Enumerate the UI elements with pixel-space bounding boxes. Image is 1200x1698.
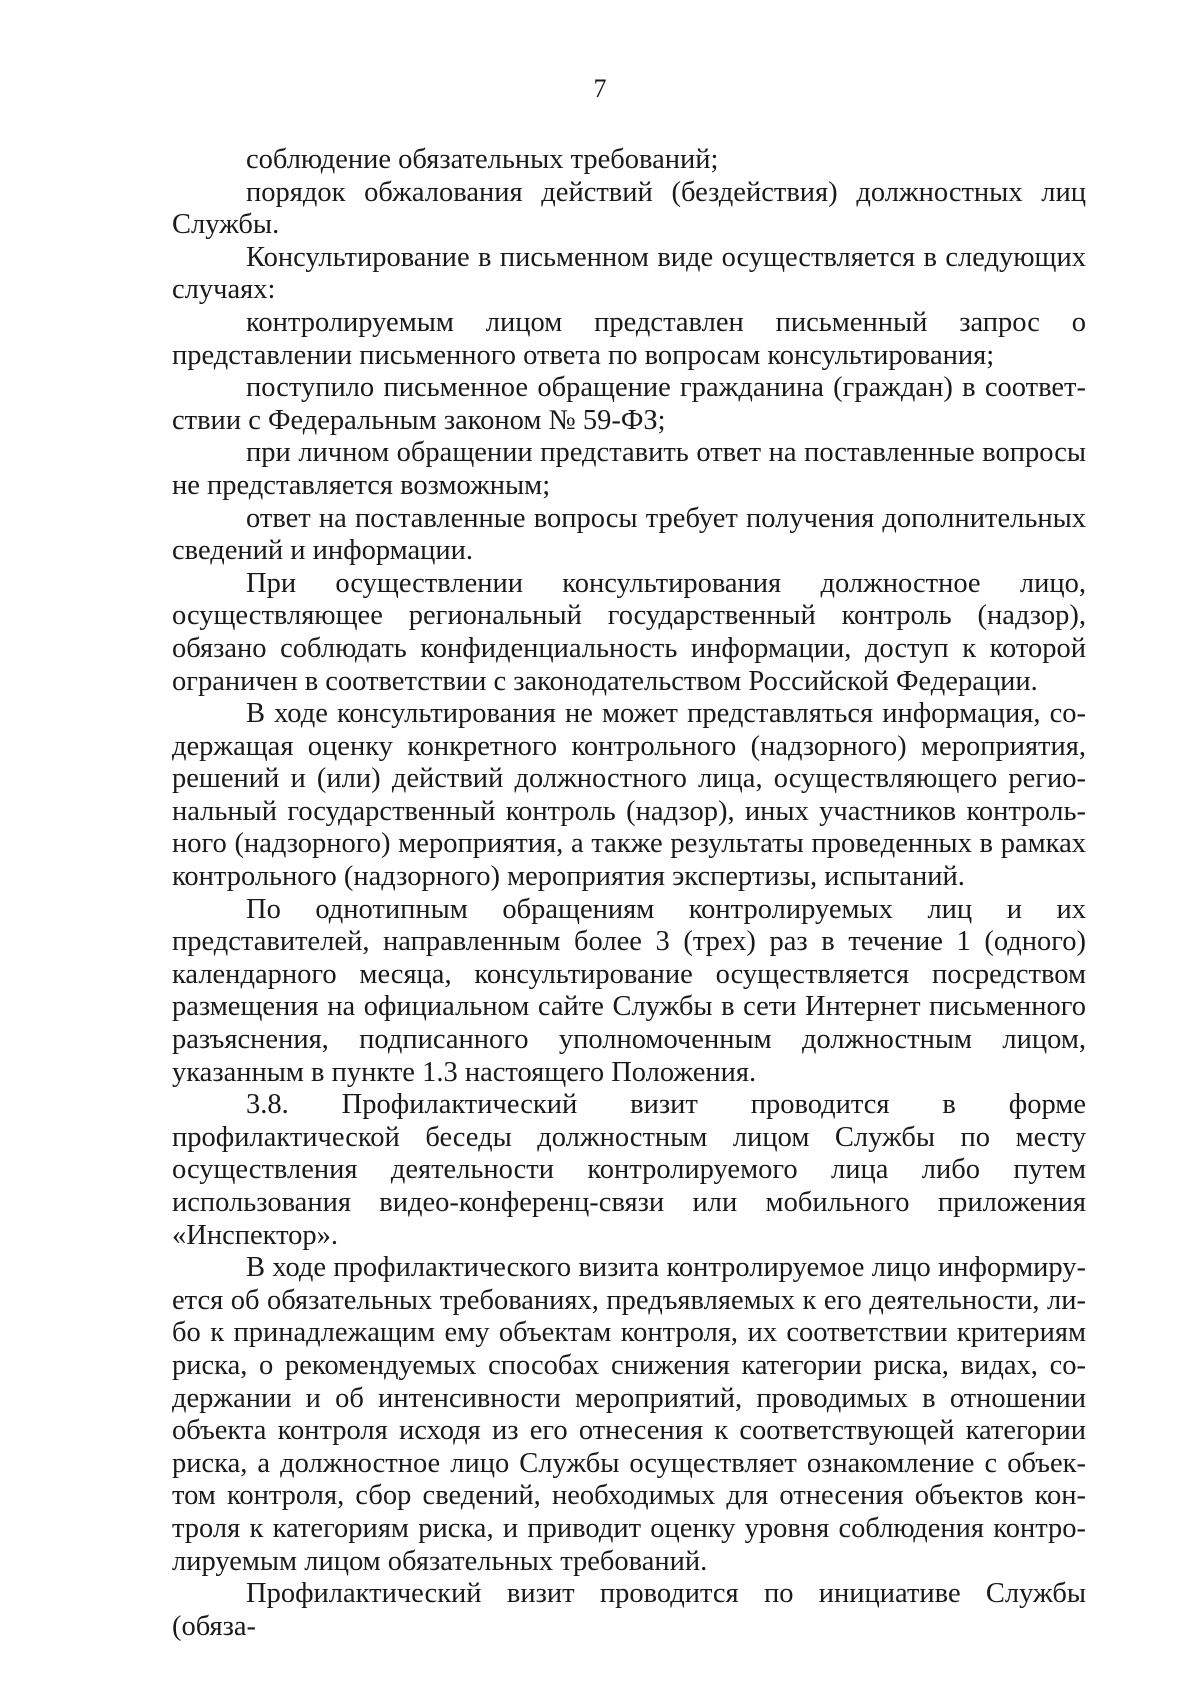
- paragraph: 3.8. Профилактический визит проводится в форме профилактической беседы должностным лицом Службы по месту осуществления деятельности контролируемого лица либо путем использования видео-конференц-связи или мобильного приложения «Инспектор».: [172, 1089, 1086, 1251]
- paragraph: соблюдение обязательных требований;: [246, 144, 719, 175]
- paragraph: В ходе профилактического визита контролируемое лицо информируется об обязательных требованиях, предъявляемых к его деятельности, либо к принадлежащим ему объектам контроля, их соответствии критериям риска, о рекомендуемых способах снижения категории риска, видах, содержании и об интенсивности мероприятий, проводимых в отношении объекта контроля исходя из его отнесения к соответствующей категории риска, а должностное лицо Службы осуществляет ознакомление с объектом контроля, сбор сведений, необходимых для отнесения объектов контроля к категориям риска, и приводит оценку уровня соблюдения контролируемым лицом обязательных требований.: [172, 1252, 1086, 1577]
- page-number: 7: [593, 74, 607, 103]
- paragraph: В ходе консультирования не может представляться информация, содержащая оценку конкретного контрольного (надзорного) мероприятия, решений и (или) действий должностного лица, осуществляющего региональный государственный контроль (надзор), иных участников контрольного (надзорного) мероприятия, а также результаты проведенных в рамках контрольного (надзорного) мероприятия экспертизы, испытаний.: [172, 698, 1086, 893]
- paragraph: По однотипным обращениям контролируемых лиц и их представителей, направленным более 3 (трех) раз в течение 1 (одного) календарного месяца, консультирование осуществляется посредством размещения на официальном сайте Службы в сети Интернет письменного разъяснения, подписанного уполномоченным должностным лицом, указанным в пункте 1.3 настоящего Положения.: [172, 893, 1086, 1088]
- paragraph: порядок обжалования действий (бездействия) должностных лиц Службы.: [172, 176, 1086, 241]
- document-body: [172, 144, 1086, 1643]
- paragraph: при личном обращении представить ответ на поставленные вопросы не представляется возможным;: [172, 437, 1086, 501]
- paragraph: поступило письменное обращение гражданина (граждан) в соответствии с Федеральным законом № 59-ФЗ;: [172, 372, 1086, 436]
- paragraph: Консультирование в письменном виде осуществляется в следующих случаях:: [172, 241, 1086, 306]
- paragraph: Профилактический визит проводится по инициативе Службы (обяза-: [172, 1578, 1086, 1642]
- paragraph: контролируемым лицом представлен письменный запрос о представлении письменного ответа по вопросам консультирования;: [172, 306, 1086, 371]
- paragraph: ответ на поставленные вопросы требует получения дополнительных сведений и информации.: [172, 502, 1086, 567]
- paragraph: При осуществлении консультирования должностное лицо, осуществляющее региональный государственный контроль (надзор), обязано соблюдать конфиденциальность информации, доступ к которой ограничен в соответствии с законодательством Российской Федерации.: [172, 567, 1086, 697]
